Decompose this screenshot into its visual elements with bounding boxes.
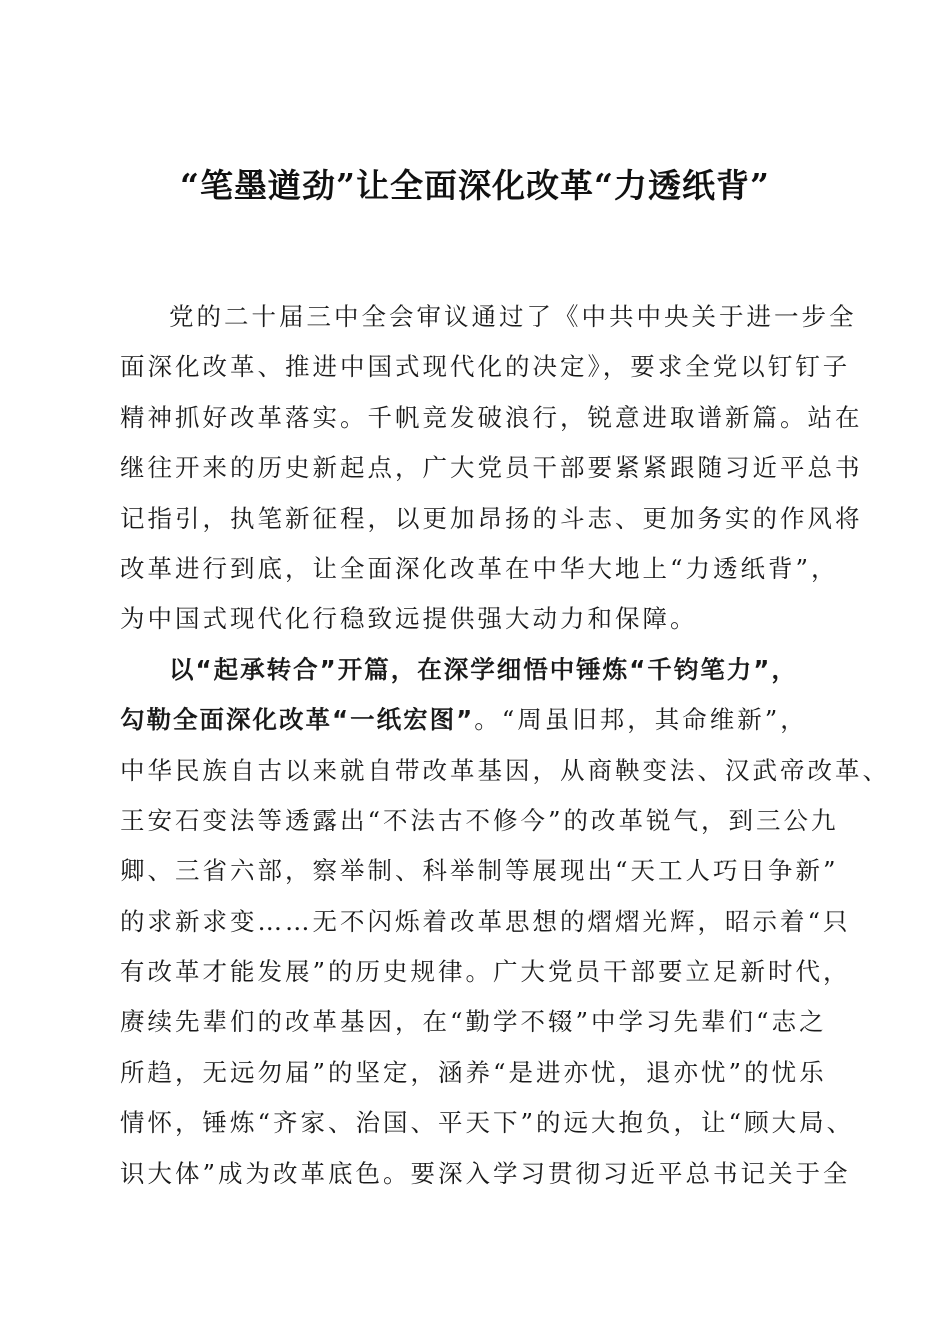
paragraph-2-line: 卿、三省六部，察举制、科举制等展现出“天工人巧日争新” (120, 856, 839, 886)
paragraph-2-line: 识大体”成为改革底色。要深入学习贯彻习近平总书记关于全 (120, 1158, 851, 1188)
paragraph-2-line: 的求新求变……无不闪烁着改革思想的熠熠光辉，昭示着“只 (120, 906, 851, 936)
document-body (120, 292, 890, 1199)
paragraph-1-line: 为中国式现代化行稳致远提供强大动力和保障。 (120, 604, 698, 634)
paragraph-2-heading-segment: 勾勒全面深化改革“一纸宏图” (120, 705, 475, 735)
paragraph-2-text-segment: 。“周虽旧邦，其命维新”， (474, 705, 808, 735)
paragraph-2-line: 情怀，锤炼“齐家、治国、平天下”的远大抱负，让“顾大局、 (120, 1108, 855, 1138)
paragraph-2-line: 王安石变法等透露出“不法古不修今”的改革锐气，到三公九 (120, 805, 839, 835)
document-title: “笔墨遒劲”让全面深化改革“力透纸背” (180, 166, 770, 205)
paragraph-2-line: 中华民族自古以来就自带改革基因，从商鞅变法、汉武帝改革、 (120, 755, 890, 785)
paragraph-1-line: 改革进行到底，让全面深化改革在中华大地上“力透纸背”， (120, 553, 839, 583)
paragraph-1-line: 记指引，执笔新征程，以更加昂扬的斗志、更加务实的作风将 (120, 503, 863, 533)
paragraph-2-line: 有改革才能发展”的历史规律。广大党员干部要立足新时代， (120, 957, 851, 987)
paragraph-1-line: 继往开来的历史新起点，广大党员干部要紧紧跟随习近平总书 (120, 453, 863, 483)
paragraph-2-heading-line: 以“起承转合”开篇，在深学细悟中锤炼“千钧笔力”， (169, 654, 798, 684)
paragraph-2-mixed-line (120, 695, 840, 745)
paragraph-1-line: 面深化改革、推进中国式现代化的决定》，要求全党以钉钉子 (120, 352, 851, 382)
paragraph-1-line: 精神抓好改革落实。千帆竞发破浪行，锐意进取谱新篇。站在 (120, 402, 863, 432)
paragraph-2-line: 赓续先辈们的改革基因，在“勤学不辍”中学习先辈们“志之 (120, 1007, 827, 1037)
paragraph-1-line: 党的二十届三中全会审议通过了《中共中央关于进一步全 (169, 302, 857, 331)
paragraph-2-line: 所趋，无远勿届”的坚定，涵养“是进亦忧，退亦忧”的忧乐 (120, 1057, 827, 1087)
